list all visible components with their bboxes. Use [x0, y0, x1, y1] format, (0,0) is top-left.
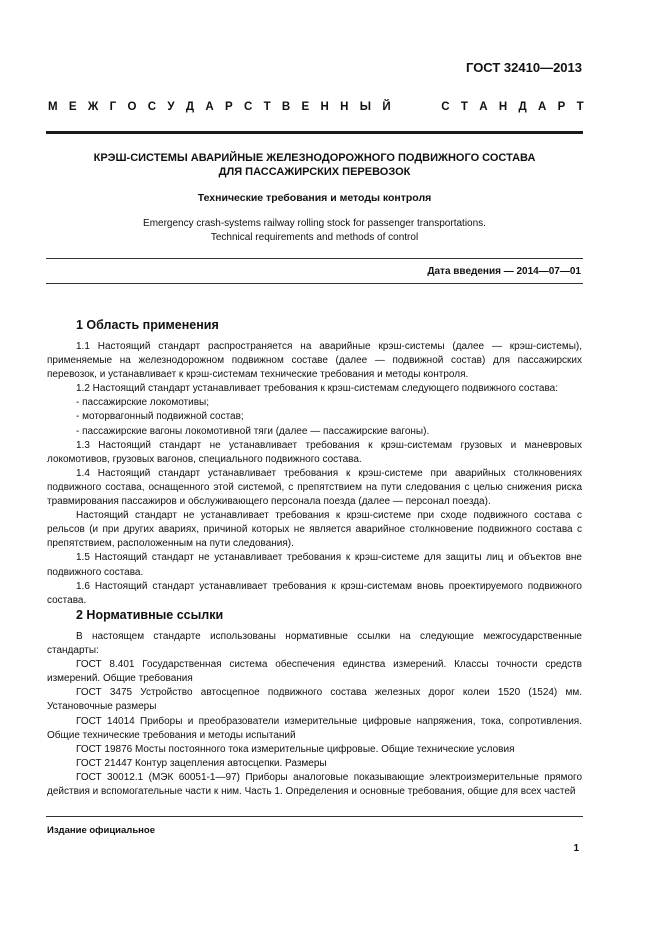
banner-letter: В [281, 101, 291, 113]
list-item: - пассажирские вагоны локомотивной тяги (далее — пассажирские вагоны). [76, 425, 430, 437]
paragraph: 1.1 Настоящий стандарт распространяется на аварийные крэш-системы (далее — крэш-системы), применяемые на железнодорожном подвижном составе (далее — подвижной состав) для пассажирских перевозок, и устанавливает к крэш-системам технические требования и методы контроля. [47, 341, 582, 381]
paragraph: 1.6 Настоящий стандарт устанавливает требования к крэш-системам вновь проектируемого подвижного состава. [47, 580, 582, 606]
official-edition-label: Издание официальное [47, 825, 155, 836]
banner-letter: О [127, 101, 137, 113]
paragraph: 1.5 Настоящий стандарт не устанавливает требования к крэш-системе для защиты лиц и объектов вне подвижного состава. [47, 552, 582, 578]
banner-letter: С [441, 101, 450, 113]
paragraph: ГОСТ 19876 Мосты постоянного тока измерительные цифровые. Общие технические условия [76, 743, 515, 755]
banner-letter: С [243, 101, 253, 113]
banner-letter: Д [185, 101, 195, 113]
banner-letter: Г [109, 101, 117, 113]
introduction-date: Дата введения — 2014—07—01 [427, 266, 581, 277]
banner-letter: Й [382, 101, 391, 113]
paragraph: 1.4 Настоящий стандарт устанавливает требования к крэш-системе при аварийных столкновениях подвижного состава, оснащенного этой системой, с препятствием на пути следования с целью снижения риска травмирования пассажиров и обслуживающего персонала поезда (далее — персонал поезда). [47, 467, 582, 508]
section-2-heading: 2 Нормативные ссылки [76, 608, 224, 622]
banner-letter: Н [320, 101, 329, 113]
english-title-line-2: Technical requirements and methods of control [210, 231, 419, 243]
banner-letter: У [167, 101, 175, 113]
banner-letter: Д [518, 101, 527, 113]
banner-letter: Е [68, 101, 77, 113]
paragraph: 1.2 Настоящий стандарт устанавливает требования к крэш-системам следующего подвижного состава: [76, 383, 559, 395]
paragraph: ГОСТ 14014 Приборы и преобразователи измерительные цифровые напряжения, тока, сопротивления. Общие технические требования и методы испытаний [47, 715, 582, 741]
footer-divider [46, 816, 583, 817]
banner-letter: Ж [87, 101, 99, 113]
header-rule [46, 131, 583, 134]
banner-letter: А [537, 101, 547, 113]
document-subtitle: Технические требования и методы контроля [197, 192, 432, 204]
banner-letter: М [48, 101, 58, 113]
banner-letter: Н [498, 101, 508, 113]
banner-letter: Н [340, 101, 349, 113]
document-title [46, 151, 583, 179]
english-title-line-1: Emergency crash-systems railway rolling stock for passenger transportations. [143, 218, 486, 229]
title-line-1: КРЭШ-СИСТЕМЫ АВАРИЙНЫЕ ЖЕЛЕЗНОДОРОЖНОГО ПОДВИЖНОГО СОСТАВА [93, 152, 536, 164]
paragraph: ГОСТ 8.401 Государственная система обеспечения единства измерений. Классы точности средств измерений. Общие требования [47, 659, 582, 685]
banner-letter: А [205, 101, 214, 113]
page-number: 1 [573, 843, 579, 854]
banner-letter: Т [263, 101, 271, 113]
list-item: - моторвагонный подвижной состав; [76, 411, 244, 423]
paragraph: Настоящий стандарт не устанавливает требования к крэш-системе при сходе подвижного состава с рельсов (и при других авариях, причиной которых не является аварийное столкновение подвижного состава с препятствием, расположенным на пути следования). [47, 510, 582, 550]
title-divider [46, 258, 583, 259]
date-divider [46, 283, 583, 284]
list-item: - пассажирские локомотивы; [76, 397, 210, 409]
paragraph: ГОСТ 30012.1 (МЭК 60051-1—97) Приборы аналоговые показывающие электроизмерительные прямого действия и вспомогательные части к ним. Часть 1. Определения и основные требования, общие для всех частей [47, 771, 582, 798]
paragraph: ГОСТ 21447 Контур зацепления автосцепки. Размеры [76, 757, 327, 769]
section-1-body [47, 340, 582, 608]
banner-letter: Е [301, 101, 310, 113]
title-line-2: ДЛЯ ПАССАЖИРСКИХ ПЕРЕВОЗОК [218, 166, 411, 178]
banner-letter: С [147, 101, 157, 113]
section-1-heading: 1 Область применения [76, 318, 219, 332]
banner-letter: Т [576, 101, 584, 113]
banner-letter: Ы [359, 101, 372, 113]
paragraph: 1.3 Настоящий стандарт не устанавливает требования к крэш-системам грузовых и маневровых локомотивов, грузовых вагонов, специального подвижного состава. [47, 439, 582, 465]
document-code: ГОСТ 32410—2013 [466, 60, 582, 75]
interstate-standard-banner [48, 101, 584, 113]
banner-letter: Т [460, 101, 468, 113]
banner-word-gap [402, 101, 430, 113]
banner-letter: Р [557, 101, 566, 113]
banner-letter: Р [224, 101, 233, 113]
paragraph: ГОСТ 3475 Устройство автосцепное подвижного состава железных дорог колеи 1520 (1524) мм. Установочные размеры [47, 687, 582, 713]
paragraph: В настоящем стандарте использованы нормативные ссылки на следующие межгосударственные стандарты: [47, 631, 582, 657]
banner-letter: А [479, 101, 488, 113]
english-title [46, 217, 583, 244]
section-2-body [47, 630, 582, 799]
